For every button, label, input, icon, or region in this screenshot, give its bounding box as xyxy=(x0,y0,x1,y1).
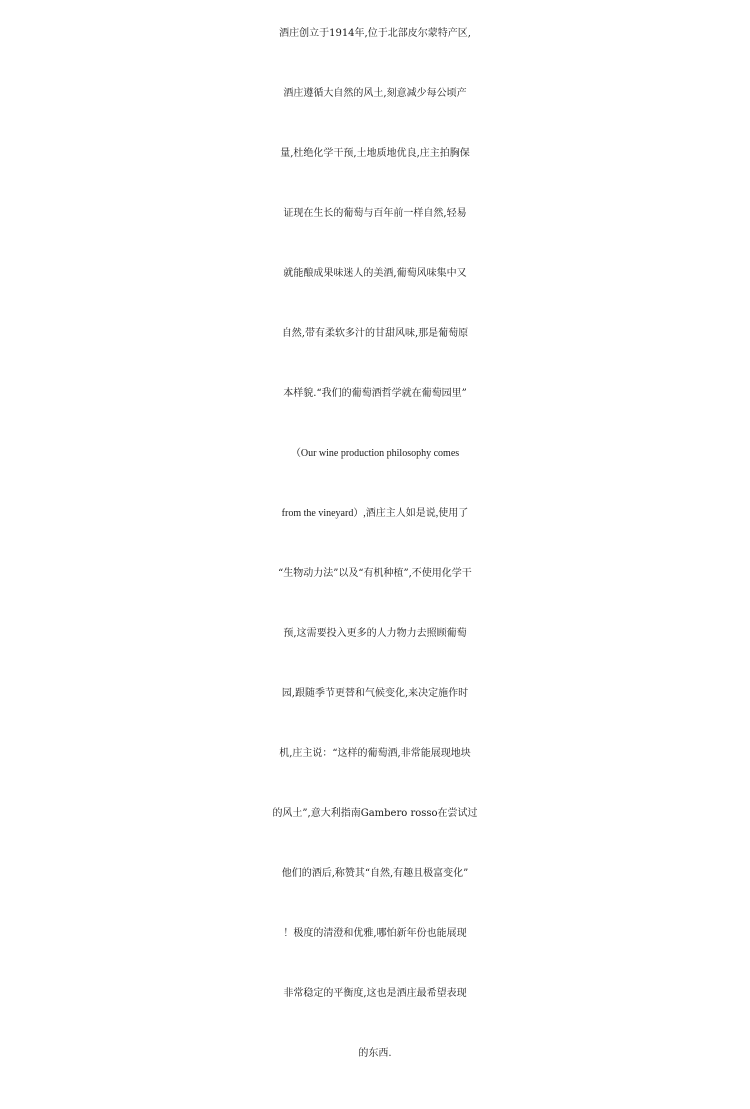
text-line: 非常稳定的平衡度,这也是酒庄最希望表现 xyxy=(283,988,467,999)
text-line: 自然,带有柔软多汁的甘甜风味,那是葡萄原 xyxy=(281,328,469,339)
text-line: 的东西. xyxy=(358,1048,392,1059)
text-line: from the vineyard）,酒庄主人如是说,使用了 xyxy=(281,508,469,519)
text-line: 酒庄创立于1914年,位于北部皮尔蒙特产区, xyxy=(279,28,471,39)
text-line: 他们的酒后,称赞其“自然,有趣且极富变化” xyxy=(281,868,469,879)
text-line: 机,庄主说：“这样的葡萄酒,非常能展现地块 xyxy=(279,748,471,759)
text-line: 本样貌.“我们的葡萄酒哲学就在葡萄园里” xyxy=(283,388,467,399)
text-line: 就能酿成果味迷人的美酒,葡萄风味集中又 xyxy=(283,268,467,279)
text-line: 预,这需要投入更多的人力物力去照顾葡萄 xyxy=(283,628,467,639)
text-line: “生物动力法”以及“有机种植”,不使用化学干 xyxy=(278,568,472,579)
text-line: 量,杜绝化学干预,土地质地优良,庄主拍胸保 xyxy=(280,148,470,159)
text-line: 酒庄遵循大自然的风土,刻意减少每公顷产 xyxy=(283,88,467,99)
text-line: 的风土”,意大利指南Gambero rosso在尝试过 xyxy=(272,808,478,819)
text-line: 证现在生长的葡萄与百年前一样自然,轻易 xyxy=(283,208,467,219)
text-line: ！极度的清澄和优雅,哪怕新年份也能展现 xyxy=(283,928,467,939)
text-line: （Our wine production philosophy comes xyxy=(290,448,460,459)
text-line: 园,跟随季节更替和气候变化,来决定施作时 xyxy=(281,688,469,699)
